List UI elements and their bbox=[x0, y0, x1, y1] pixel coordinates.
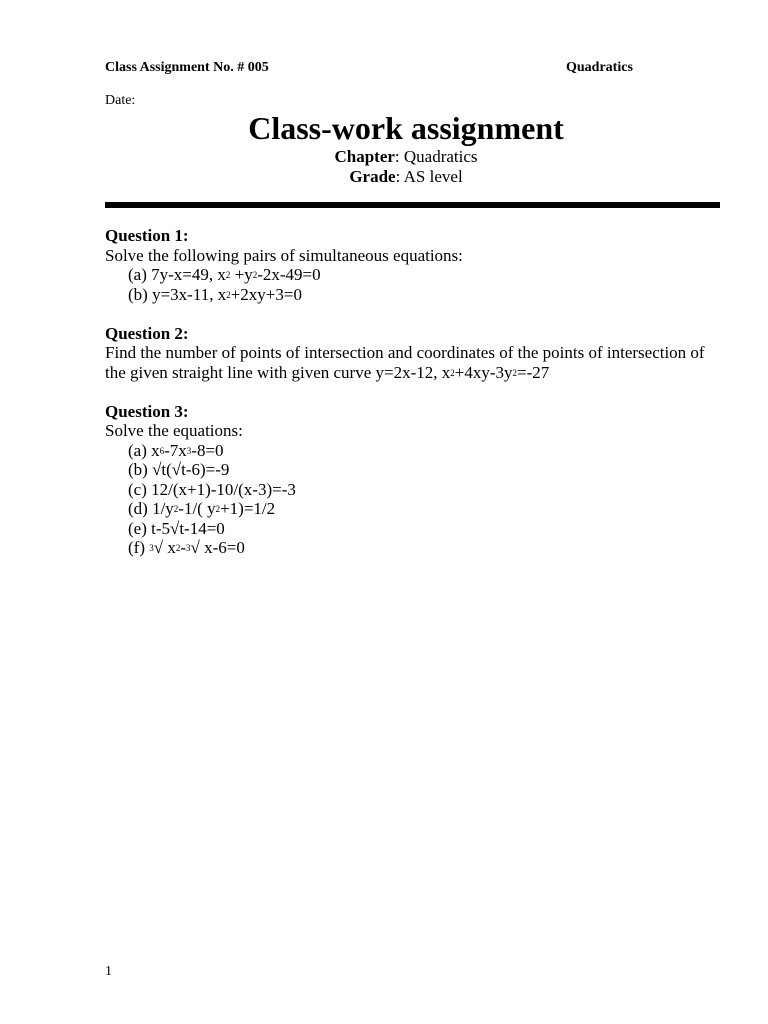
header-topic: Quadratics bbox=[566, 60, 633, 75]
grade-label: Grade bbox=[349, 167, 396, 186]
question-2-text: Find the number of points of intersection and coordinates of the points of intersection of the given straight line with given curve y=2x-12, $x^2+4xy-3y^2=-27$ bbox=[105, 343, 705, 382]
grade-line bbox=[0, 167, 768, 187]
question-3-item-d: (d) $1/y^2-1/$( $y^2+1)=1/2$ bbox=[128, 499, 276, 518]
question-1 bbox=[105, 226, 720, 304]
chapter-label: Chapter bbox=[334, 147, 395, 166]
question-3-item-c: (c) 12/(x+1)-10/(x-3)=-3 bbox=[128, 479, 296, 499]
chapter-value: : Quadratics bbox=[394, 147, 478, 166]
question-3-instruction: Solve the equations: bbox=[105, 421, 243, 440]
header-assignment-number: Class Assignment No. # 005 bbox=[105, 60, 269, 75]
question-1-item-a: (a) 7y-x=49, $x^2 +y^2-2x-49=0$ bbox=[128, 265, 321, 284]
question-3-item-a: (a) $x^6-7x^3-8=0$ bbox=[128, 440, 224, 460]
question-1-instruction: Solve the following pairs of simultaneous equations: bbox=[105, 245, 463, 265]
question-1-item-b: (b) y=3x-11, $x^2+2xy+3=0$ bbox=[128, 284, 302, 304]
question-3 bbox=[105, 402, 720, 558]
question-3-item-e: (e) t-5√t-14=0 bbox=[128, 518, 225, 538]
date-label: Date: bbox=[105, 93, 136, 108]
questions-body bbox=[105, 226, 720, 577]
question-3-heading: Question 3: bbox=[105, 401, 189, 421]
page-title: Class-work assignment bbox=[248, 110, 564, 146]
question-3-item-f: (f) $^3$√ $x^2-^3√$ x-6=0 bbox=[128, 538, 245, 557]
question-2 bbox=[105, 324, 720, 383]
grade-value: : AS level bbox=[395, 167, 463, 186]
question-3-item-b: (b) √t(√t-6)=-9 bbox=[128, 460, 230, 479]
title-divider bbox=[105, 202, 720, 208]
question-2-heading: Question 2: bbox=[105, 323, 189, 343]
question-1-heading: Question 1: bbox=[105, 226, 189, 245]
page-number: 1 bbox=[105, 964, 112, 979]
chapter-line bbox=[0, 147, 768, 167]
